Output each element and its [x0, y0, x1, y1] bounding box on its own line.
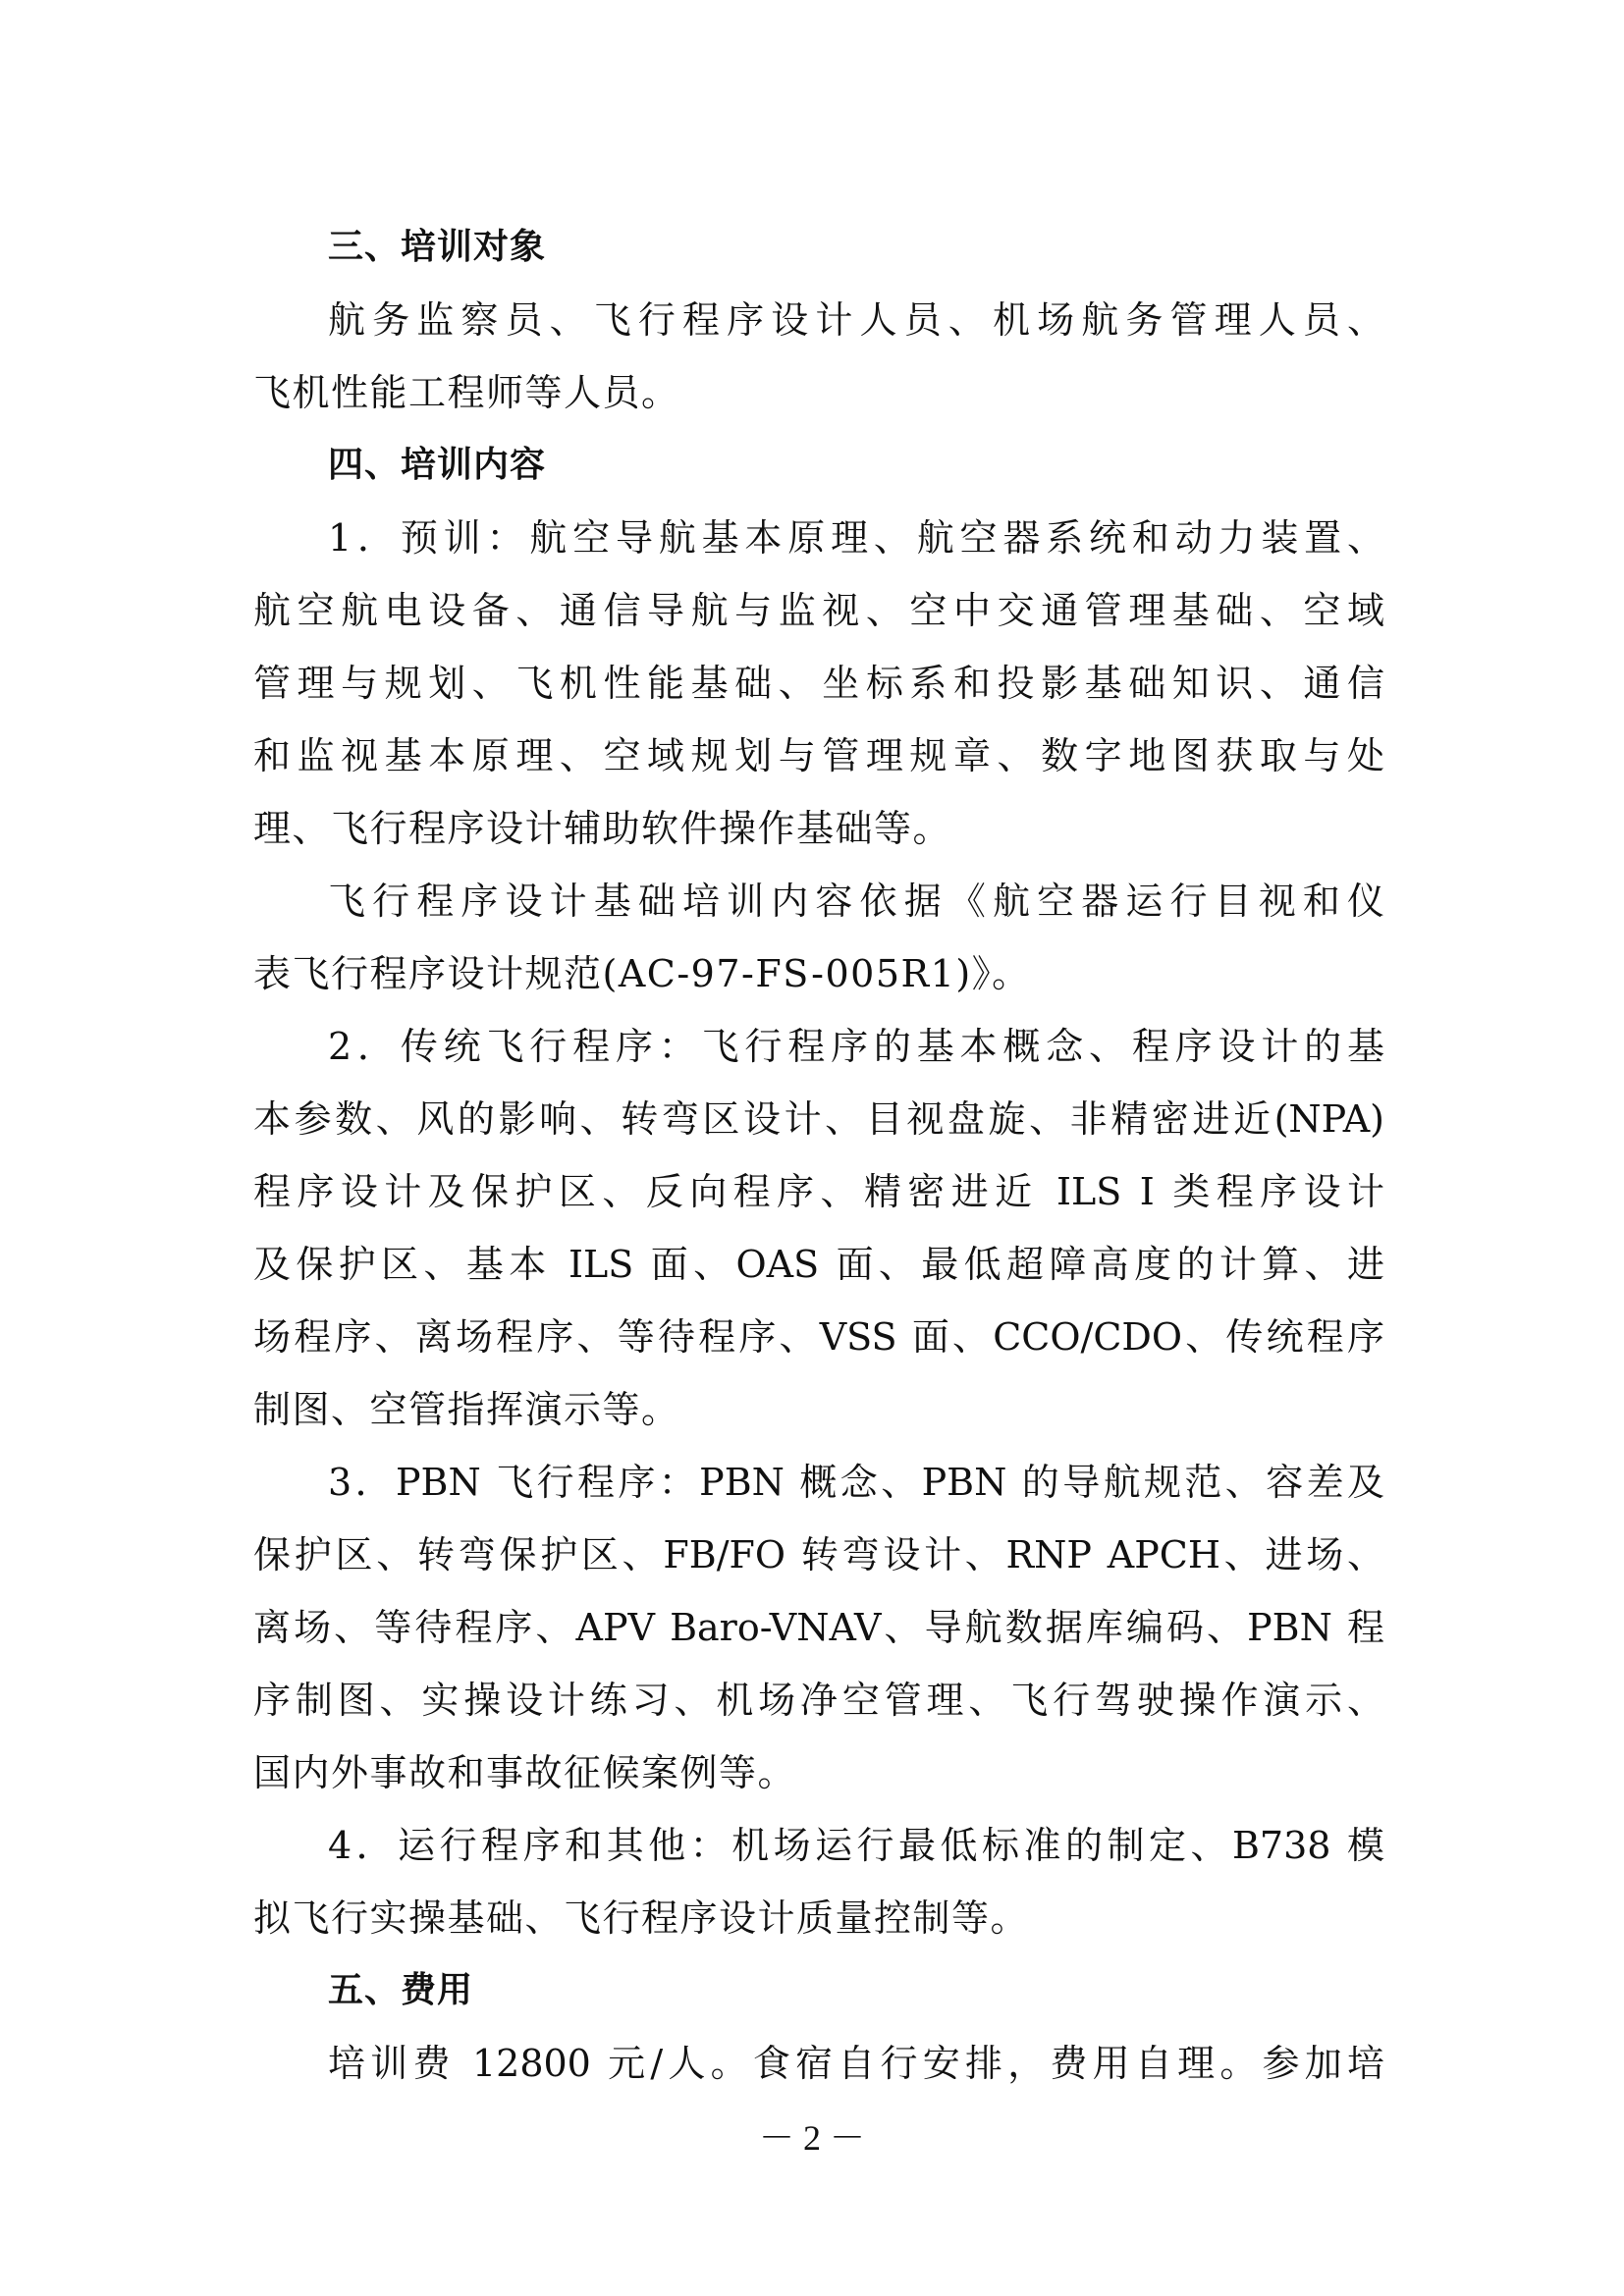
paragraph-line: 培训费 12800 元/人。食宿自行安排，费用自理。参加培: [328, 2042, 1384, 2085]
paragraph-line: 管理与规划、飞机性能基础、坐标系和投影基础知识、通信: [253, 662, 1384, 705]
paragraph-line: 离场、等待程序、APV Baro-VNAV、导航数据库编码、PBN 程: [253, 1606, 1384, 1649]
paragraph-line: 2．传统飞行程序：飞行程序的基本概念、程序设计的基: [328, 1025, 1384, 1068]
paragraph-line: 序制图、实操设计练习、机场净空管理、飞行驾驶操作演示、: [253, 1679, 1384, 1722]
paragraph-line: 航空航电设备、通信导航与监视、空中交通管理基础、空域: [253, 589, 1384, 632]
document-body: [253, 211, 1384, 2100]
paragraph-line: 4．运行程序和其他：机场运行最低标准的制定、B738 模: [328, 1824, 1384, 1867]
section-heading-training-content: 四、培训内容: [328, 445, 547, 485]
paragraph-line: 1．预训：航空导航基本原理、航空器系统和动力装置、: [328, 516, 1384, 560]
paragraph-line: 保护区、转弯保护区、FB/FO 转弯设计、RNP APCH、进场、: [253, 1533, 1384, 1576]
paragraph-line: 制图、空管指挥演示等。: [253, 1388, 680, 1431]
section-heading-training-targets: 三、培训对象: [328, 227, 547, 267]
page-number: － 2 －: [758, 2118, 865, 2158]
paragraph-line: 和监视基本原理、空域规划与管理规章、数字地图获取与处: [253, 734, 1384, 777]
paragraph-line: 场程序、离场程序、等待程序、VSS 面、CCO/CDO、传统程序: [253, 1315, 1384, 1359]
paragraph-line: 理、飞行程序设计辅助软件操作基础等。: [253, 807, 952, 850]
paragraph-line: 表飞行程序设计规范(AC-97-FS-005R1)》。: [253, 952, 1031, 995]
paragraph-line: 航务监察员、飞行程序设计人员、机场航务管理人员、: [328, 298, 1384, 342]
paragraph-line: 3．PBN 飞行程序：PBN 概念、PBN 的导航规范、容差及: [328, 1461, 1384, 1504]
paragraph-line: 及保护区、基本 ILS 面、OAS 面、最低超障高度的计算、进: [253, 1243, 1384, 1286]
paragraph-line: 国内外事故和事故征候案例等。: [253, 1751, 797, 1794]
paragraph-line: 程序设计及保护区、反向程序、精密进近 ILS I 类程序设计: [253, 1170, 1384, 1213]
paragraph-line: 拟飞行实操基础、飞行程序设计质量控制等。: [253, 1896, 1030, 1940]
paragraph-line: 飞机性能工程师等人员。: [253, 371, 680, 414]
paragraph-line: 本参数、风的影响、转弯区设计、目视盘旋、非精密进近(NPA): [253, 1097, 1384, 1141]
section-heading-fees: 五、费用: [328, 1970, 474, 2010]
paragraph-line: 飞行程序设计基础培训内容依据《航空器运行目视和仪: [328, 880, 1384, 923]
